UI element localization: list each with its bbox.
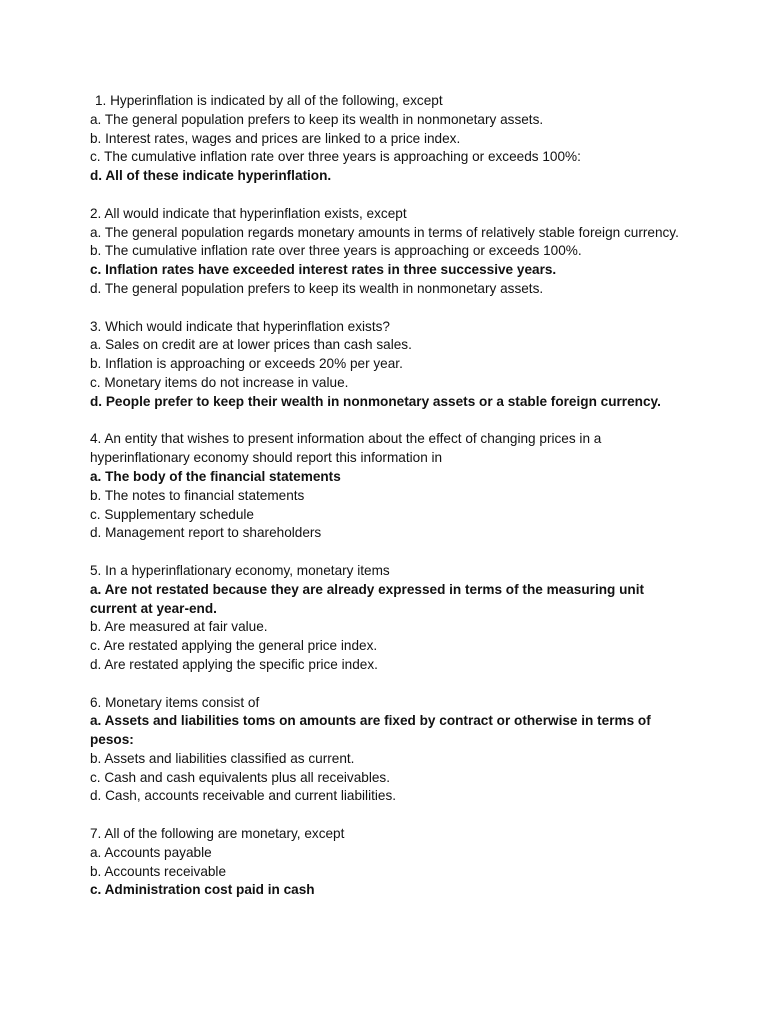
question-stem: 3. Which would indicate that hyperinflation exists? [90, 318, 390, 334]
answer-option: a. Sales on credit are at lower prices than cash sales. [90, 337, 412, 353]
correct-answer-option: d. People prefer to keep their wealth in nonmonetary assets or a stable foreign currency. [90, 393, 661, 409]
answer-option: d. The general population prefers to keep its wealth in nonmonetary assets. [90, 280, 544, 296]
question-6 [90, 694, 690, 807]
question-3 [90, 318, 690, 412]
answer-option: c. Monetary items do not increase in value. [90, 374, 349, 390]
answer-option: c. Are restated applying the general price index. [90, 638, 378, 654]
answer-option: a. Accounts payable [90, 844, 212, 860]
question-5 [90, 562, 690, 675]
question-stem: 5. In a hyperinflationary economy, monetary items [90, 562, 390, 578]
correct-answer-option: a. The body of the financial statements [90, 468, 341, 484]
correct-answer-option: a. Are not restated because they are already expressed in terms of the measuring unit current at year-end. [90, 581, 645, 616]
answer-option: b. Are measured at fair value. [90, 619, 268, 635]
question-stem: 4. An entity that wishes to present information about the effect of changing prices in a hyperinflationary economy should report this information in [90, 431, 602, 466]
question-stem: 1. Hyperinflation is indicated by all of the following, except [95, 93, 443, 108]
question-stem: 6. Monetary items consist of [90, 694, 260, 710]
answer-option: b. Assets and liabilities classified as current. [90, 750, 355, 766]
answer-option: d. Are restated applying the specific price index. [90, 656, 378, 672]
question-stem: 2. All would indicate that hyperinflation exists, except [90, 205, 407, 221]
answer-option: a. The general population regards monetary amounts in terms of relatively stable foreign currency. [90, 224, 679, 240]
answer-option: d. Cash, accounts receivable and current liabilities. [90, 788, 397, 804]
answer-option: c. The cumulative inflation rate over three years is approaching or exceeds 100%: [90, 149, 581, 165]
document-page [90, 92, 690, 919]
correct-answer-option: d. All of these indicate hyperinflation. [90, 168, 332, 184]
correct-answer-option: c. Administration cost paid in cash [90, 882, 315, 898]
question-4 [90, 430, 690, 543]
correct-answer-option: c. Inflation rates have exceeded interest rates in three successive years. [90, 262, 557, 278]
answer-option: c. Supplementary schedule [90, 506, 254, 522]
answer-option: b. Interest rates, wages and prices are linked to a price index. [90, 130, 461, 146]
question-2 [90, 205, 690, 299]
answer-option: d. Management report to shareholders [90, 525, 322, 541]
answer-option: b. Inflation is approaching or exceeds 20% per year. [90, 356, 403, 372]
answer-option: a. The general population prefers to keep its wealth in nonmonetary assets. [90, 111, 544, 127]
correct-answer-option: a. Assets and liabilities toms on amounts are fixed by contract or otherwise in terms of pesos: [90, 713, 651, 748]
answer-option: b. The notes to financial statements [90, 487, 305, 503]
answer-option: b. Accounts receivable [90, 863, 227, 879]
question-stem: 7. All of the following are monetary, except [90, 826, 345, 842]
question-7 [90, 825, 690, 900]
answer-option: c. Cash and cash equivalents plus all receivables. [90, 769, 390, 785]
question-1 [90, 92, 690, 186]
answer-option: b. The cumulative inflation rate over three years is approaching or exceeds 100%. [90, 243, 582, 259]
